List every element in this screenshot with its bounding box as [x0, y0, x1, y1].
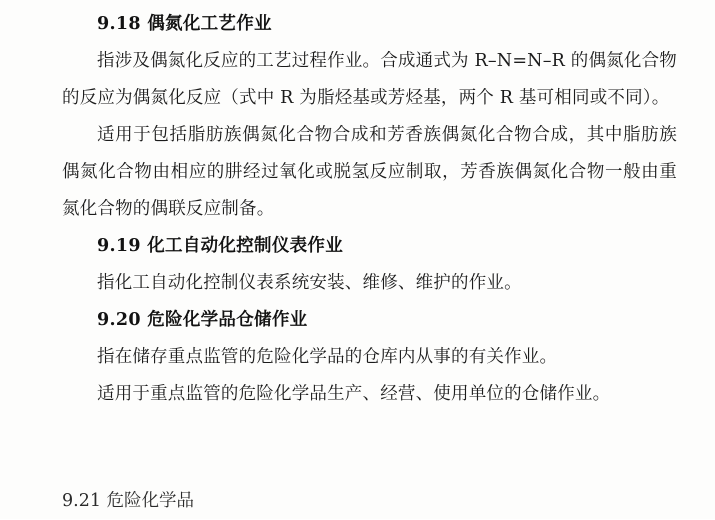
paragraph-9-18-definition: 指涉及偶氮化反应的工艺过程作业。合成通式为 R–N=N–R 的偶氮化合物的反应为偶氮化反应（式中 R 为脂烃基或芳烃基，两个 R 基可相同或不同）。	[62, 51, 677, 108]
paragraph-9-20-scope: 适用于重点监管的危险化学品生产、经营、使用单位的仓储作业。	[97, 384, 611, 404]
paragraph-9-20-definition: 指在储存重点监管的危险化学品的仓库内从事的有关作业。	[97, 347, 558, 367]
section-heading-9-20: 9.20 危险化学品仓储作业	[97, 310, 308, 330]
paragraph-9-19-definition: 指化工自动化控制仪表系统安装、维修、维护的作业。	[97, 273, 522, 293]
partial-bottom-line-text: 9.21 危险化学品	[62, 491, 195, 511]
partial-bottom-line	[62, 491, 292, 519]
section-heading-9-18: 9.18 偶氮化工艺作业	[97, 14, 272, 34]
section-heading-9-19: 9.19 化工自动化控制仪表作业	[97, 236, 344, 256]
paragraph-9-18-scope: 适用于包括脂肪族偶氮化合物合成和芳香族偶氮化合物合成，其中脂肪族偶氮化合物由相应的肼经过氧化或脱氢反应制取，芳香族偶氮化合物一般由重氮化合物的偶联反应制备。	[62, 125, 677, 219]
